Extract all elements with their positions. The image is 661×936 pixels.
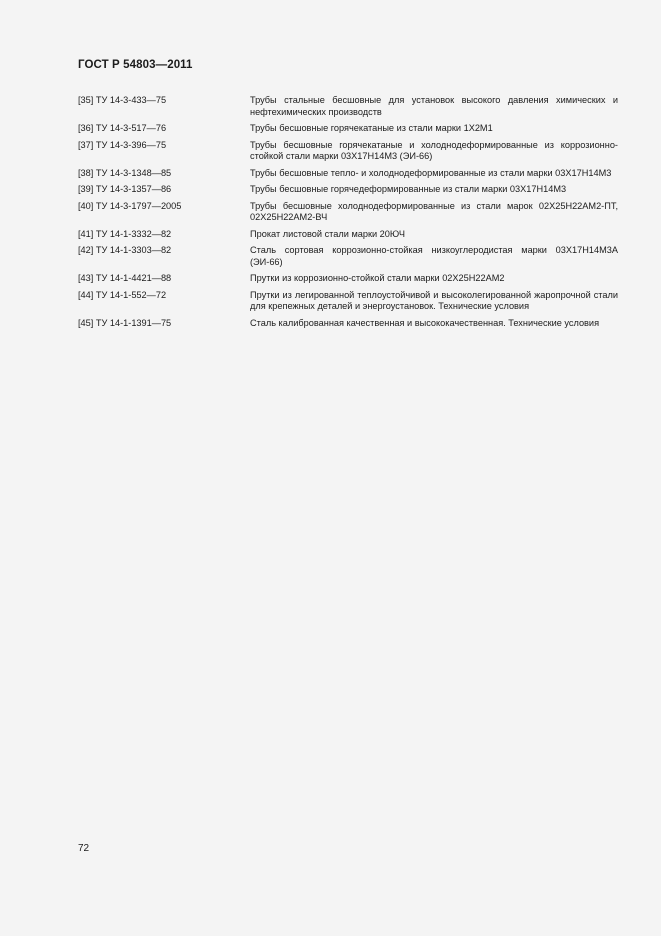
reference-id: [41] ТУ 14-1-3332—82 bbox=[78, 228, 172, 239]
reference-description: Трубы стальные бесшовные для установок высокого давления химических и нефтехимических производств bbox=[250, 95, 618, 117]
reference-description: Прокат листовой стали марки 20ЮЧ bbox=[250, 228, 405, 239]
reference-item bbox=[78, 290, 618, 313]
reference-description: Прутки из коррозионно-стойкой стали марки 02Х25Н22АМ2 bbox=[250, 273, 505, 283]
reference-id: [37] ТУ 14-3-396—75 bbox=[78, 139, 167, 150]
reference-id: [39] ТУ 14-3-1357—86 bbox=[78, 184, 172, 194]
reference-item bbox=[78, 229, 618, 241]
reference-id: [40] ТУ 14-3-1797—2005 bbox=[78, 200, 182, 211]
reference-id: [36] ТУ 14-3-517—76 bbox=[78, 123, 167, 133]
reference-description: Сталь калиброванная качественная и высококачественная. Технические условия bbox=[250, 317, 600, 328]
reference-item bbox=[78, 123, 618, 135]
reference-description: Трубы бесшовные холоднодеформированные из стали марок 02Х25Н22АМ2-ПТ, 02Х25Н22АМ2-ВЧ bbox=[250, 200, 618, 222]
reference-item bbox=[78, 140, 618, 163]
reference-item bbox=[78, 184, 618, 196]
reference-item bbox=[78, 273, 618, 285]
reference-item bbox=[78, 201, 618, 224]
reference-list bbox=[78, 95, 618, 329]
reference-description: Трубы бесшовные горячедеформированные из стали марки 03Х17Н14М3 bbox=[250, 184, 567, 194]
reference-id: [42] ТУ 14-1-3303—82 bbox=[78, 245, 172, 255]
reference-id: [44] ТУ 14-1-552—72 bbox=[78, 289, 167, 300]
reference-item bbox=[78, 318, 618, 330]
reference-id: [43] ТУ 14-1-4421—88 bbox=[78, 273, 172, 283]
reference-item bbox=[78, 168, 618, 180]
reference-description: Трубы бесшовные тепло- и холоднодеформированные из стали марки 03Х17Н14М3 bbox=[250, 167, 612, 178]
reference-description: Трубы бесшовные горячекатаные из стали марки 1Х2М1 bbox=[250, 123, 493, 133]
reference-item bbox=[78, 245, 618, 268]
page-number: 72 bbox=[78, 843, 90, 854]
reference-description: Трубы бесшовные горячекатаные и холоднодеформированные из коррозионно-стойкой стали марки 03Х17Н14М3 (ЭИ-66) bbox=[250, 139, 618, 161]
reference-id: [38] ТУ 14-3-1348—85 bbox=[78, 167, 172, 178]
reference-description: Сталь сортовая коррозионно-стойкая низкоуглеродистая марки 03Х17Н14М3А (ЭИ-66) bbox=[250, 245, 618, 267]
document-header: ГОСТ Р 54803—2011 bbox=[78, 59, 193, 71]
reference-item bbox=[78, 95, 618, 118]
reference-id: [45] ТУ 14-1-1391—75 bbox=[78, 317, 172, 328]
reference-description: Прутки из легированной теплоустойчивой и высоколегированной жаропрочной стали для крепежных деталей и энергоустановок. Технические условия bbox=[250, 289, 618, 311]
reference-id: [35] ТУ 14-3-433—75 bbox=[78, 95, 167, 105]
